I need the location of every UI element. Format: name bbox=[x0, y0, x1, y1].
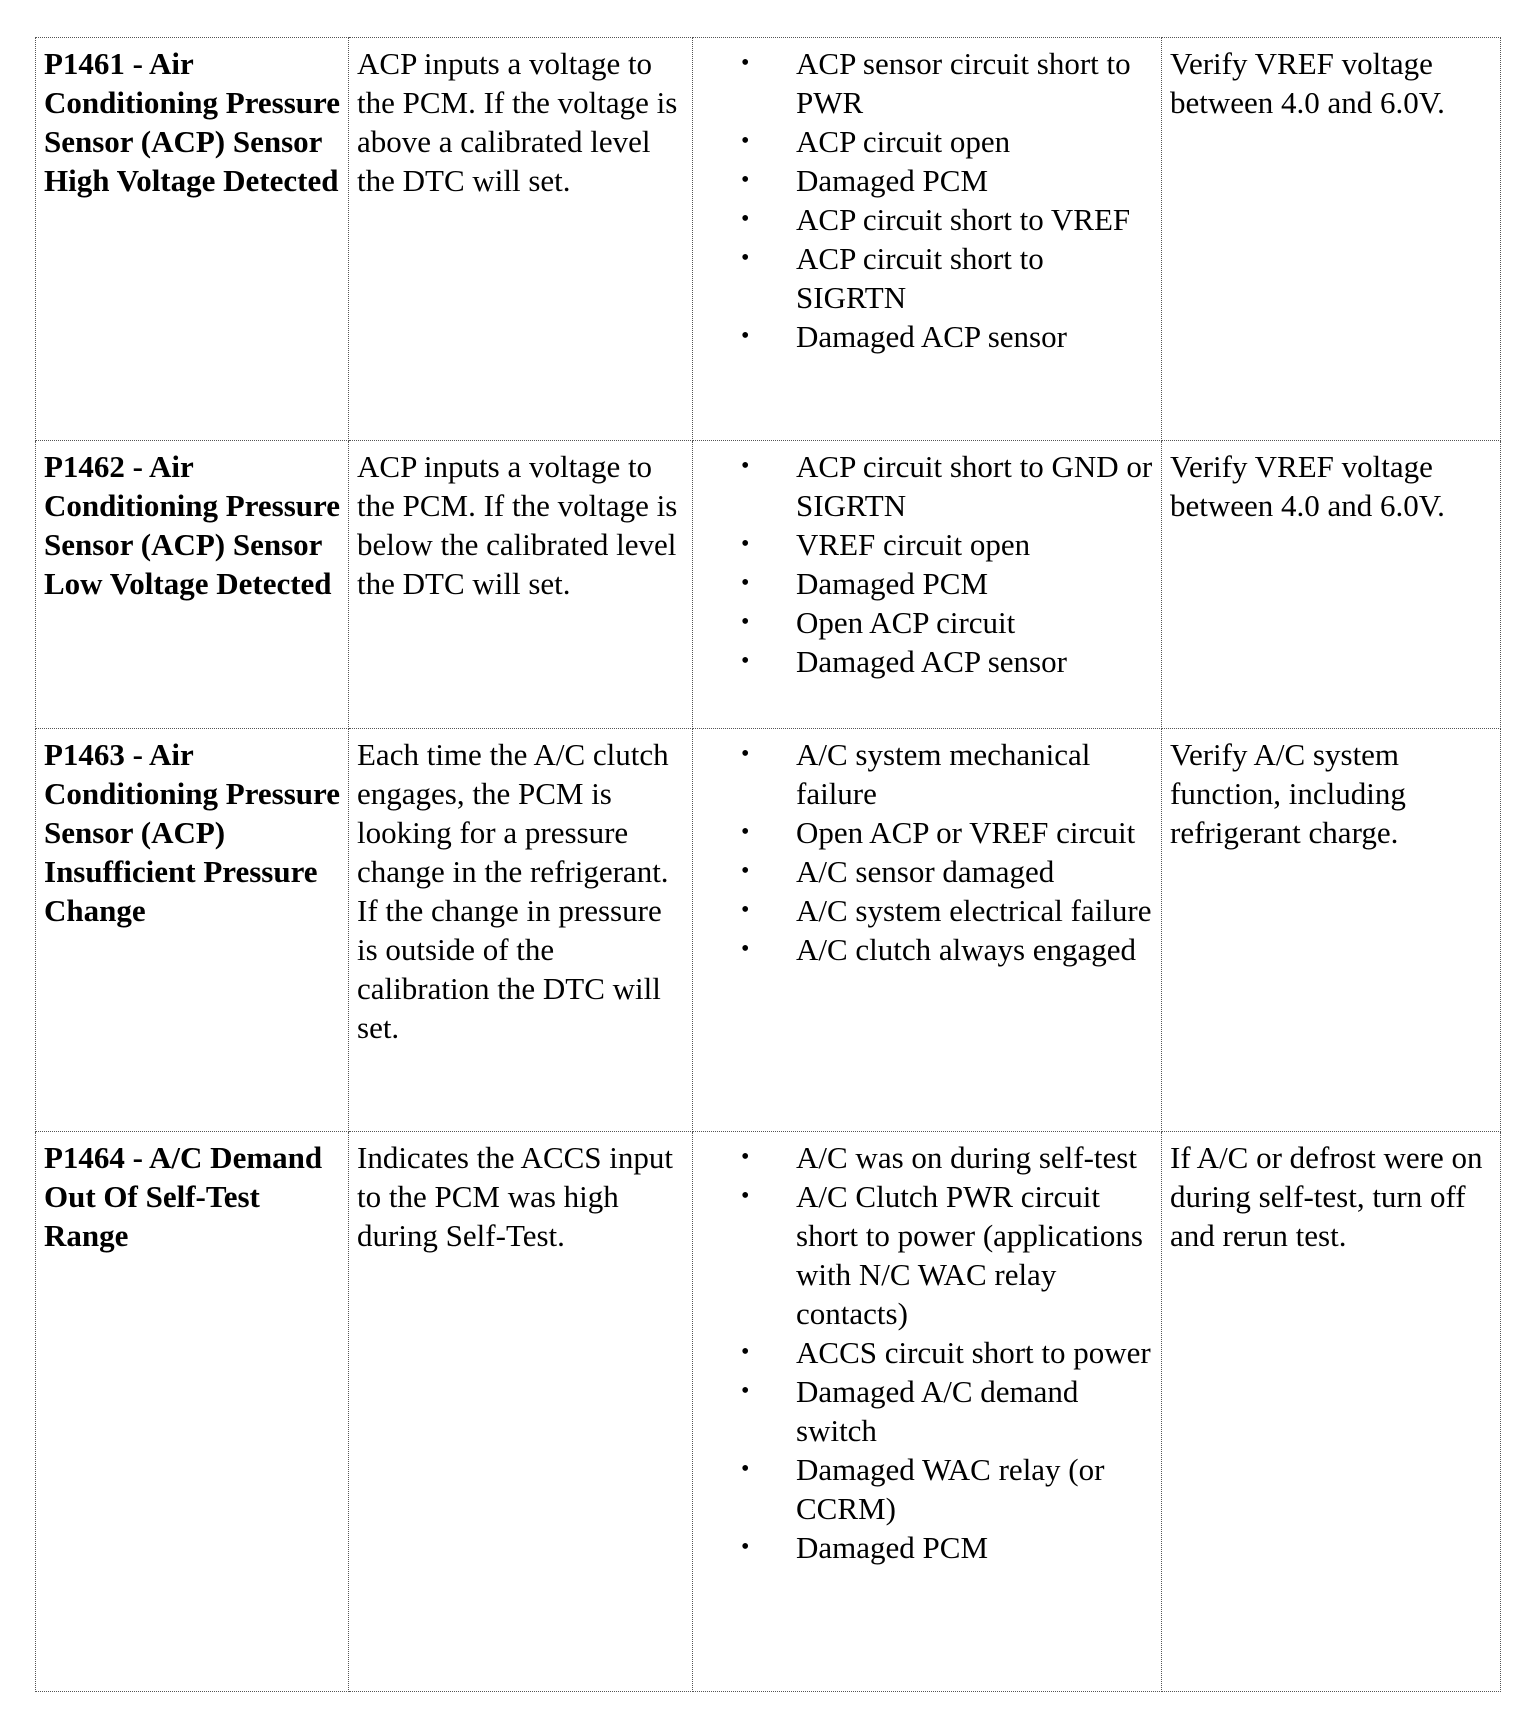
list-item: • Damaged PCM bbox=[741, 1528, 1153, 1567]
causes-cell bbox=[693, 441, 1162, 729]
cause-list bbox=[701, 44, 1153, 356]
list-item: • ACP circuit short to GND or SIGRTN bbox=[741, 447, 1153, 525]
list-item: • A/C Clutch PWR circuit short to power (applications with N/C WAC relay contacts) bbox=[741, 1177, 1153, 1333]
description-cell: ACP inputs a voltage to the PCM. If the voltage is above a calibrated level the DTC will set. bbox=[349, 38, 693, 441]
table-row bbox=[36, 1132, 1501, 1692]
list-item: • A/C system electrical failure bbox=[741, 891, 1153, 930]
causes-cell bbox=[693, 729, 1162, 1132]
list-item: • A/C clutch always engaged bbox=[741, 930, 1153, 969]
dtc-code-cell: P1463 - Air Conditioning Pressure Sensor (ACP) Insufficient Pressure Change bbox=[36, 729, 349, 1132]
table-row bbox=[36, 729, 1501, 1132]
description-cell: Each time the A/C clutch engages, the PCM is looking for a pressure change in the refrigerant. If the change in pressure is outside of the calibration the DTC will set. bbox=[349, 729, 693, 1132]
list-item: • ACP circuit open bbox=[741, 122, 1153, 161]
list-item: • ACCS circuit short to power bbox=[741, 1333, 1153, 1372]
list-item: • Damaged ACP sensor bbox=[741, 317, 1153, 356]
list-item: • ACP sensor circuit short to PWR bbox=[741, 44, 1153, 122]
list-item: • Damaged WAC relay (or CCRM) bbox=[741, 1450, 1153, 1528]
cause-list bbox=[701, 1138, 1153, 1567]
list-item: • ACP circuit short to SIGRTN bbox=[741, 239, 1153, 317]
action-cell: Verify VREF voltage between 4.0 and 6.0V. bbox=[1162, 38, 1501, 441]
list-item: • Open ACP circuit bbox=[741, 603, 1153, 642]
description-cell: Indicates the ACCS input to the PCM was high during Self-Test. bbox=[349, 1132, 693, 1692]
cause-list bbox=[701, 447, 1153, 681]
causes-cell bbox=[693, 1132, 1162, 1692]
action-cell: Verify A/C system function, including refrigerant charge. bbox=[1162, 729, 1501, 1132]
list-item: • A/C sensor damaged bbox=[741, 852, 1153, 891]
action-cell: If A/C or defrost were on during self-test, turn off and rerun test. bbox=[1162, 1132, 1501, 1692]
list-item: • ACP circuit short to VREF bbox=[741, 200, 1153, 239]
cause-list bbox=[701, 735, 1153, 969]
list-item: • Damaged A/C demand switch bbox=[741, 1372, 1153, 1450]
description-cell: ACP inputs a voltage to the PCM. If the voltage is below the calibrated level the DTC will set. bbox=[349, 441, 693, 729]
causes-cell bbox=[693, 38, 1162, 441]
dtc-table bbox=[35, 37, 1501, 1692]
table-row bbox=[36, 38, 1501, 441]
table-row bbox=[36, 441, 1501, 729]
list-item: • A/C was on during self-test bbox=[741, 1138, 1153, 1177]
list-item: • Damaged PCM bbox=[741, 161, 1153, 200]
dtc-code-cell: P1461 - Air Conditioning Pressure Sensor (ACP) Sensor High Voltage Detected bbox=[36, 38, 349, 441]
list-item: • A/C system mechanical failure bbox=[741, 735, 1153, 813]
action-cell: Verify VREF voltage between 4.0 and 6.0V. bbox=[1162, 441, 1501, 729]
list-item: • Damaged PCM bbox=[741, 564, 1153, 603]
list-item: • VREF circuit open bbox=[741, 525, 1153, 564]
dtc-code-cell: P1462 - Air Conditioning Pressure Sensor (ACP) Sensor Low Voltage Detected bbox=[36, 441, 349, 729]
dtc-code-cell: P1464 - A/C Demand Out Of Self-Test Range bbox=[36, 1132, 349, 1692]
list-item: • Open ACP or VREF circuit bbox=[741, 813, 1153, 852]
list-item: • Damaged ACP sensor bbox=[741, 642, 1153, 681]
